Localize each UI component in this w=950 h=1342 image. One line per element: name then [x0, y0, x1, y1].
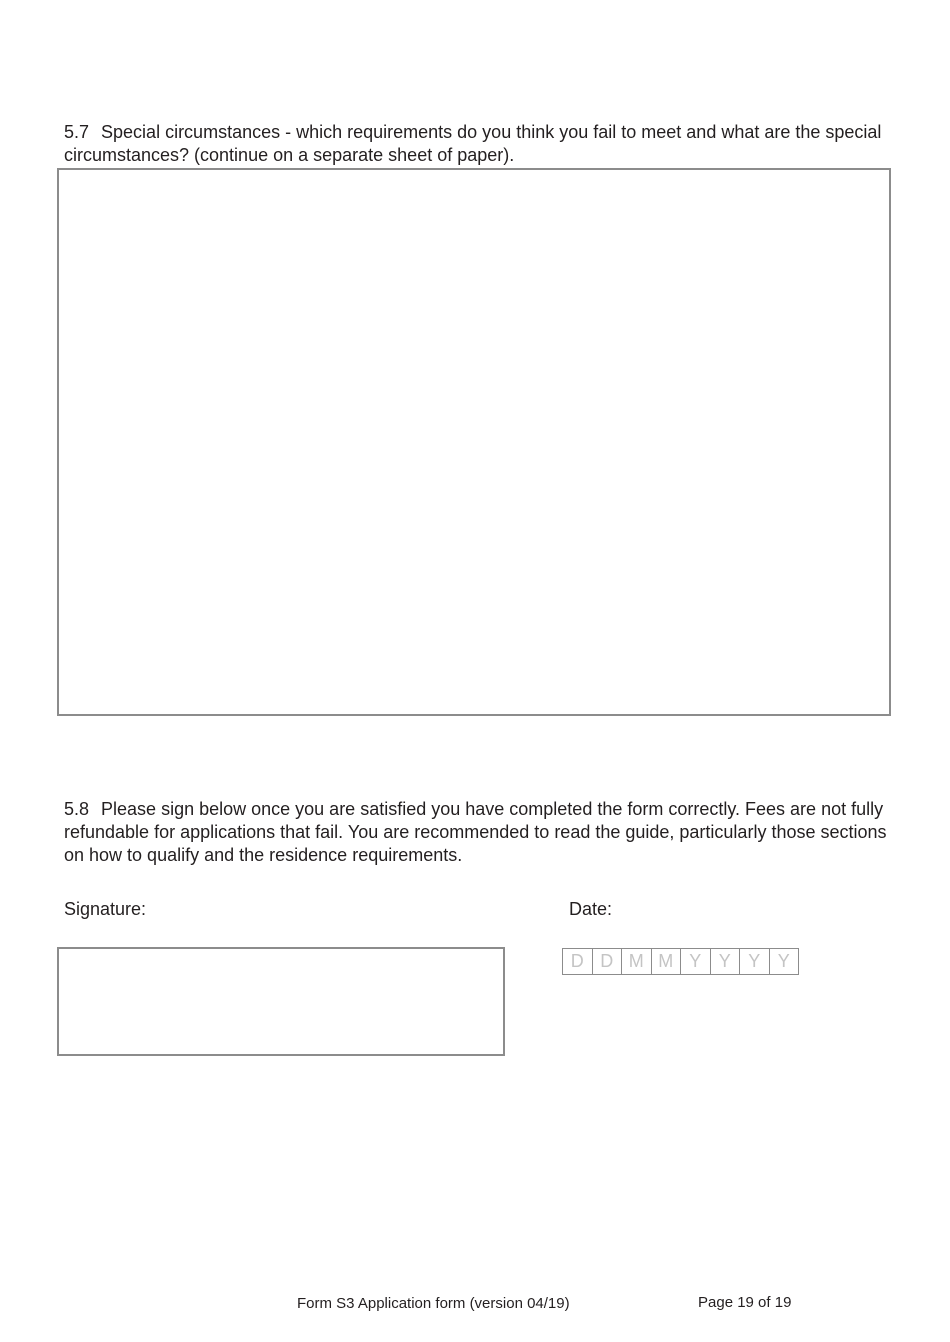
question-5-7 [64, 121, 894, 167]
special-circumstances-input[interactable] [57, 168, 891, 716]
date-field[interactable] [562, 948, 799, 975]
signature-field[interactable] [57, 947, 505, 1056]
question-number: 5.8 [64, 799, 90, 819]
date-cell-day[interactable]: D [563, 949, 593, 974]
date-cell-month[interactable]: M [652, 949, 682, 974]
question-text: Special circumstances - which requirements do you think you fail to meet and what are the special circumstances? (continue on a separate sheet of paper). [64, 122, 882, 165]
date-cell-month[interactable]: M [622, 949, 652, 974]
date-label: Date: [569, 899, 613, 919]
question-number: 5.7 [64, 122, 90, 142]
date-cell-year[interactable]: Y [770, 949, 800, 974]
footer-form-name: Form S3 Application form (version 04/19) [297, 1295, 570, 1312]
date-cell-year[interactable]: Y [740, 949, 770, 974]
question-5-8 [64, 798, 894, 867]
signature-label: Signature: [64, 899, 147, 919]
question-text: Please sign below once you are satisfied you have completed the form correctly. Fees are not fully refundable for applications that fail. You are recommended to read the guide, particularly those sections on how to qualify and the residence requirements. [64, 799, 887, 865]
date-cell-year[interactable]: Y [711, 949, 741, 974]
date-cell-day[interactable]: D [593, 949, 623, 974]
footer-page-number: Page 19 of 19 [698, 1294, 792, 1311]
date-cell-year[interactable]: Y [681, 949, 711, 974]
